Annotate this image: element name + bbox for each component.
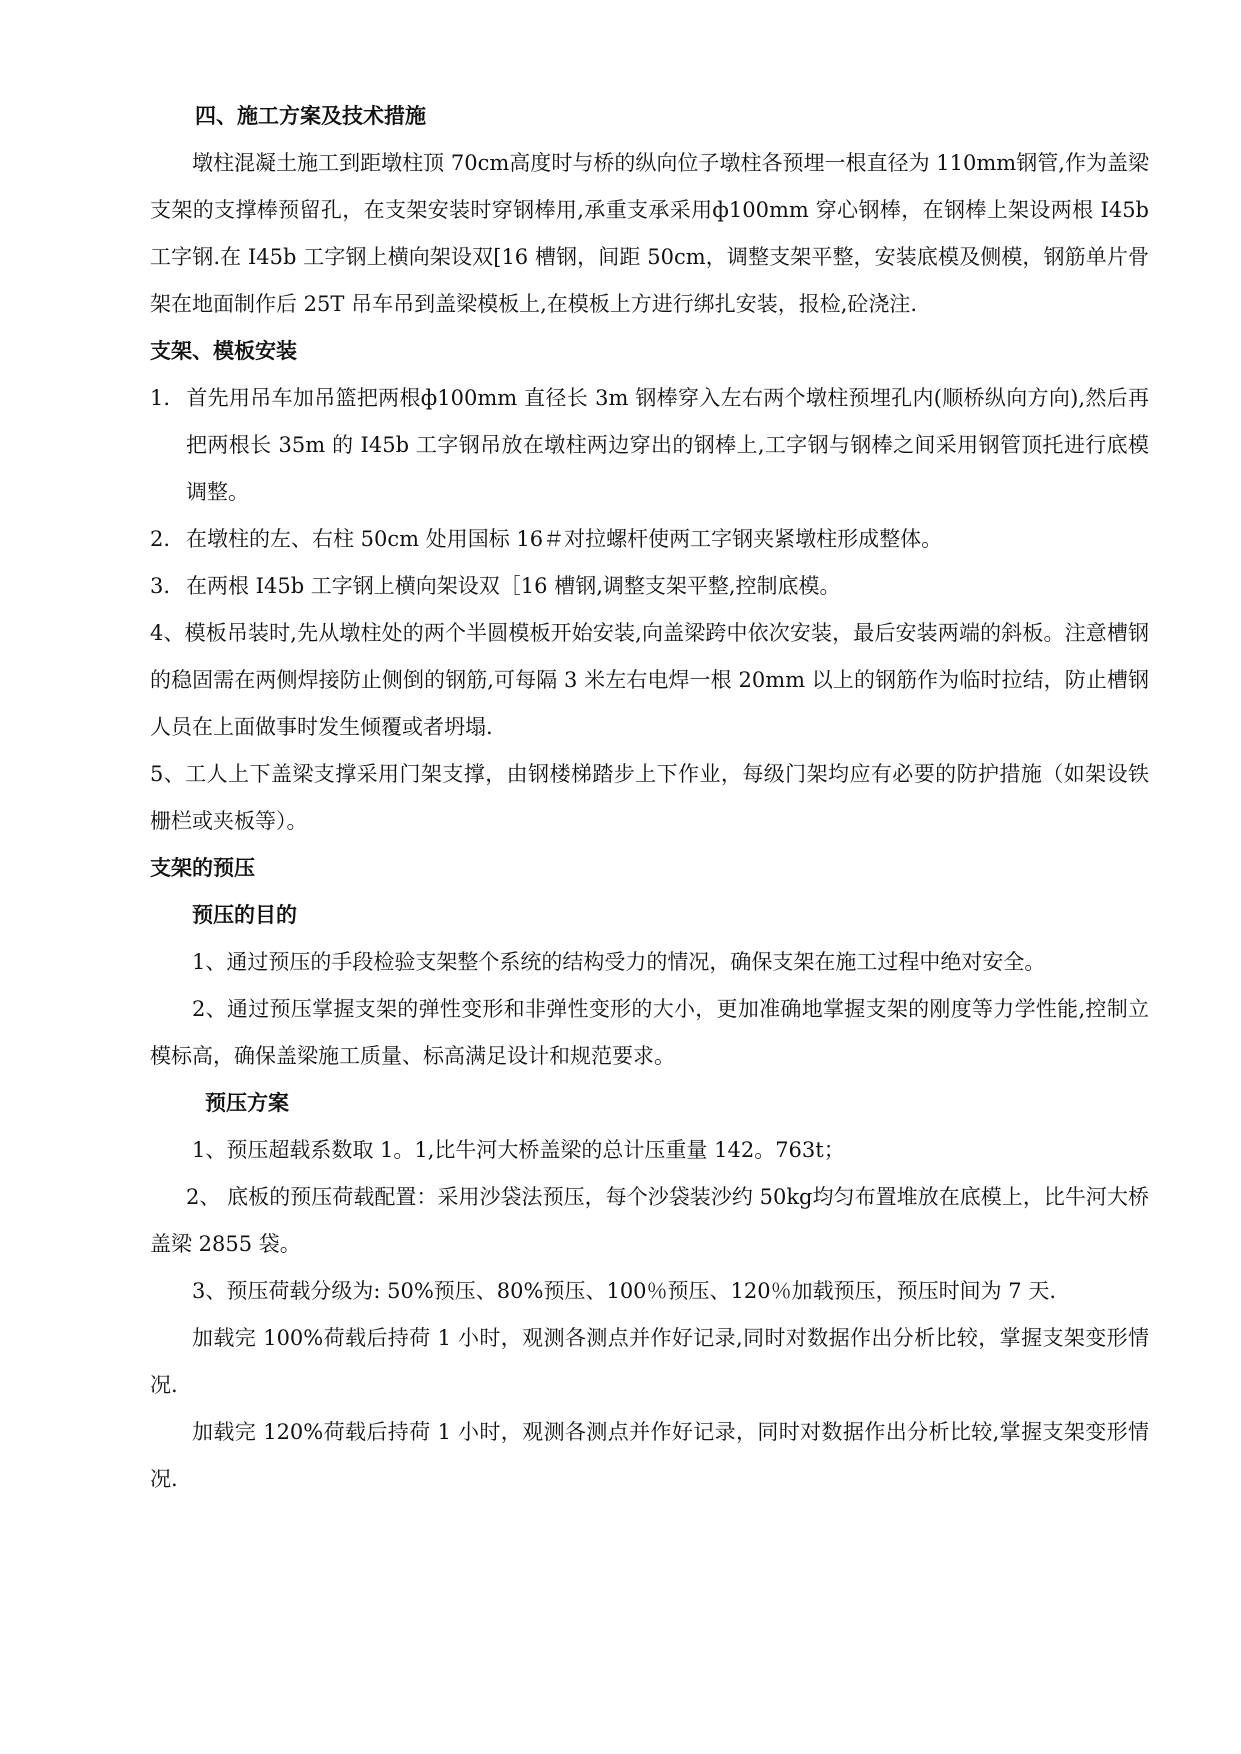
- step-2-text: 在墩柱的左、右柱 50cm 处用国标 16＃对拉螺杆使两工字钢夹紧墩柱形成整体。: [186, 527, 943, 551]
- plan-3: 3、预压荷载分级为: 50%预压、80%预压、100％预压、120％加载预压，预压时间为 7 天.: [192, 1279, 1057, 1303]
- step-2-number: 2.: [150, 527, 171, 551]
- section-heading-support-installation: 支架、模板安装: [150, 339, 297, 363]
- subheading-preload-purpose: 预压的目的: [192, 903, 297, 927]
- purpose-1: 1、通过预压的手段检验支架整个系统的结构受力的情况，确保支架在施工过程中绝对安全。: [192, 950, 1046, 974]
- step-5: 5、工人上下盖梁支撑采用门架支撑，由钢楼梯踏步上下作业，每级门架均应有必要的防护措施（如架设铁栅栏或夹板等）。: [150, 762, 1149, 833]
- section-heading-preloading: 支架的预压: [150, 856, 255, 880]
- load-120-paragraph: 加载完 120%荷载后持荷 1 小时，观测各测点并作好记录，同时对数据作出分析比较,掌握支架变形情况.: [150, 1420, 1149, 1491]
- step-1-text: 首先用吊车加吊篮把两根ф100mm 直径长 3m 钢棒穿入左右两个墩柱预埋孔内(顺桥纵向方向),然后再把两根长 35m 的 I45b 工字钢吊放在墩柱两边穿出的钢棒上,工字钢与钢棒之间采用钢管顶托进行底模调整。: [186, 386, 1149, 504]
- plan-2: 2、 底板的预压荷载配置：采用沙袋法预压，每个沙袋装沙约 50kg均匀布置堆放在底模上，比牛河大桥盖梁 2855 袋。: [150, 1185, 1149, 1256]
- step-3: [150, 563, 1149, 610]
- intro-paragraph: 墩柱混凝土施工到距墩柱顶 70cm高度时与桥的纵向位子墩柱各预埋一根直径为 110mm钢管,作为盖梁支架的支撑棒预留孔，在支架安装时穿钢棒用,承重支承采用ф100mm 穿心钢棒，在钢棒上架设两根 I45b 工字钢.在 I45b 工字钢上横向架设双[16 槽钢，间距 50cm，调整支架平整，安装底模及侧模，钢筋单片骨架在地面制作后 25T 吊车吊到盖梁模板上,在模板上方进行绑扎安装，报检,砼浇注.: [150, 151, 1149, 316]
- step-1: [150, 375, 1149, 516]
- step-2: [150, 516, 1149, 563]
- step-1-number: 1.: [150, 386, 171, 410]
- subheading-preload-plan: 预压方案: [205, 1091, 289, 1115]
- purpose-2: 2、通过预压掌握支架的弹性变形和非弹性变形的大小，更加准确地掌握支架的刚度等力学性能,控制立模标高，确保盖梁施工质量、标高满足设计和规范要求。: [150, 997, 1149, 1068]
- section-heading-construction-plan: 四、施工方案及技术措施: [195, 104, 426, 128]
- plan-1: 1、预压超载系数取 1。1,比牛河大桥盖梁的总计压重量 142。763t；: [192, 1138, 845, 1162]
- step-3-text: 在两根 I45b 工字钢上横向架设双［16 槽钢,调整支架平整,控制底模。: [186, 574, 841, 598]
- step-4: 4、模板吊装时,先从墩柱处的两个半圆模板开始安装,向盖梁跨中依次安装，最后安装两端的斜板。注意槽钢的稳固需在两侧焊接防止侧倒的钢筋,可每隔 3 米左右电焊一根 20mm 以上的钢筋作为临时拉结，防止槽钢人员在上面做事时发生倾覆或者坍塌.: [150, 621, 1149, 739]
- load-100-paragraph: 加载完 100%荷载后持荷 1 小时，观测各测点并作好记录,同时对数据作出分析比较，掌握支架变形情况.: [150, 1326, 1149, 1397]
- step-3-number: 3.: [150, 574, 171, 598]
